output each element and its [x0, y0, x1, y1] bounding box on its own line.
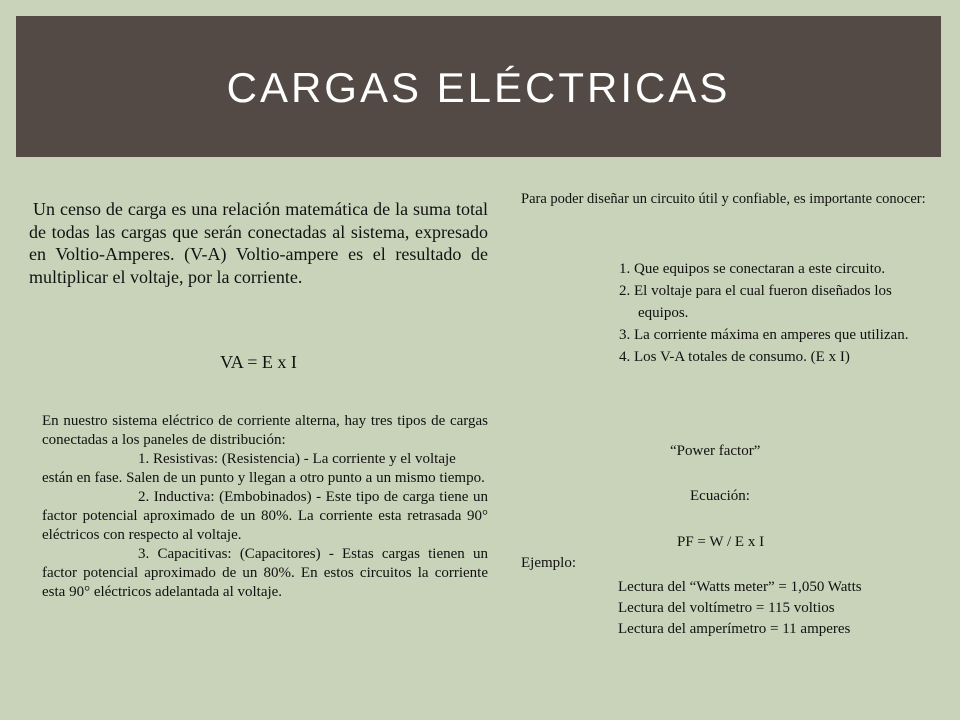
slide-title: CARGAS ELÉCTRICAS: [226, 63, 731, 111]
load-types-text: [42, 412, 488, 602]
design-intro: [521, 189, 935, 210]
example-line: Lectura del voltímetro = 115 voltios: [618, 600, 835, 616]
list-item: 3. La corriente máxima en amperes que utilizan.: [619, 327, 909, 343]
title-banner: [16, 16, 941, 157]
example-label: Ejemplo:: [521, 555, 576, 571]
list-item: 1. Que equipos se conectaran a este circuito.: [619, 261, 886, 277]
example-line: Lectura del “Watts meter” = 1,050 Watts: [618, 579, 862, 595]
equation-label: Ecuación:: [690, 488, 750, 504]
list-item: 2. El voltaje para el cual fueron diseñados los equipos.: [619, 283, 892, 321]
load-type-inductive: 2. Inductiva: (Embobinados) - Este tipo de carga tiene un factor potencial aproximado de un 80%. La corriente esta retrasada 90° eléctricos con respecto al voltaje.: [42, 489, 488, 543]
load-type-resistive: 1. Resistivas: (Resistencia) - La corriente y el voltaje están en fase. Salen de un punto y llegan a otro punto a un mismo tiempo.: [42, 451, 485, 486]
power-factor-heading: “Power factor”: [670, 443, 761, 459]
va-formula: VA = E x I: [220, 352, 297, 372]
example-readings: [618, 577, 862, 640]
list-item: 4. Los V-A totales de consumo. (E x I): [619, 349, 850, 365]
load-type-capacitive: 3. Capacitivas: (Capacitores) - Estas cargas tienen un factor potencial aproximado de un 80%. En estos circuitos la corriente esta 90° eléctricos adelantada al voltaje.: [42, 546, 488, 600]
load-types-intro: En nuestro sistema eléctrico de corriente alterna, hay tres tipos de cargas conectadas a los paneles de distribución:: [42, 413, 488, 448]
design-intro-text: Para poder diseñar un circuito útil y confiable, es importante conocer:: [521, 191, 926, 207]
pf-formula: PF = W / E x I: [677, 534, 765, 550]
requirements-list: [619, 258, 939, 368]
intro-paragraph: Un censo de carga es una relación matemática de la suma total de todas las cargas que serán conectadas al sistema, expresado en Voltio-Amperes. (V-A) Voltio-ampere es el resultado de multiplicar el voltaje, por la corriente.: [29, 199, 488, 287]
example-line: Lectura del amperímetro = 11 amperes: [618, 621, 851, 637]
intro-text: [29, 198, 488, 288]
